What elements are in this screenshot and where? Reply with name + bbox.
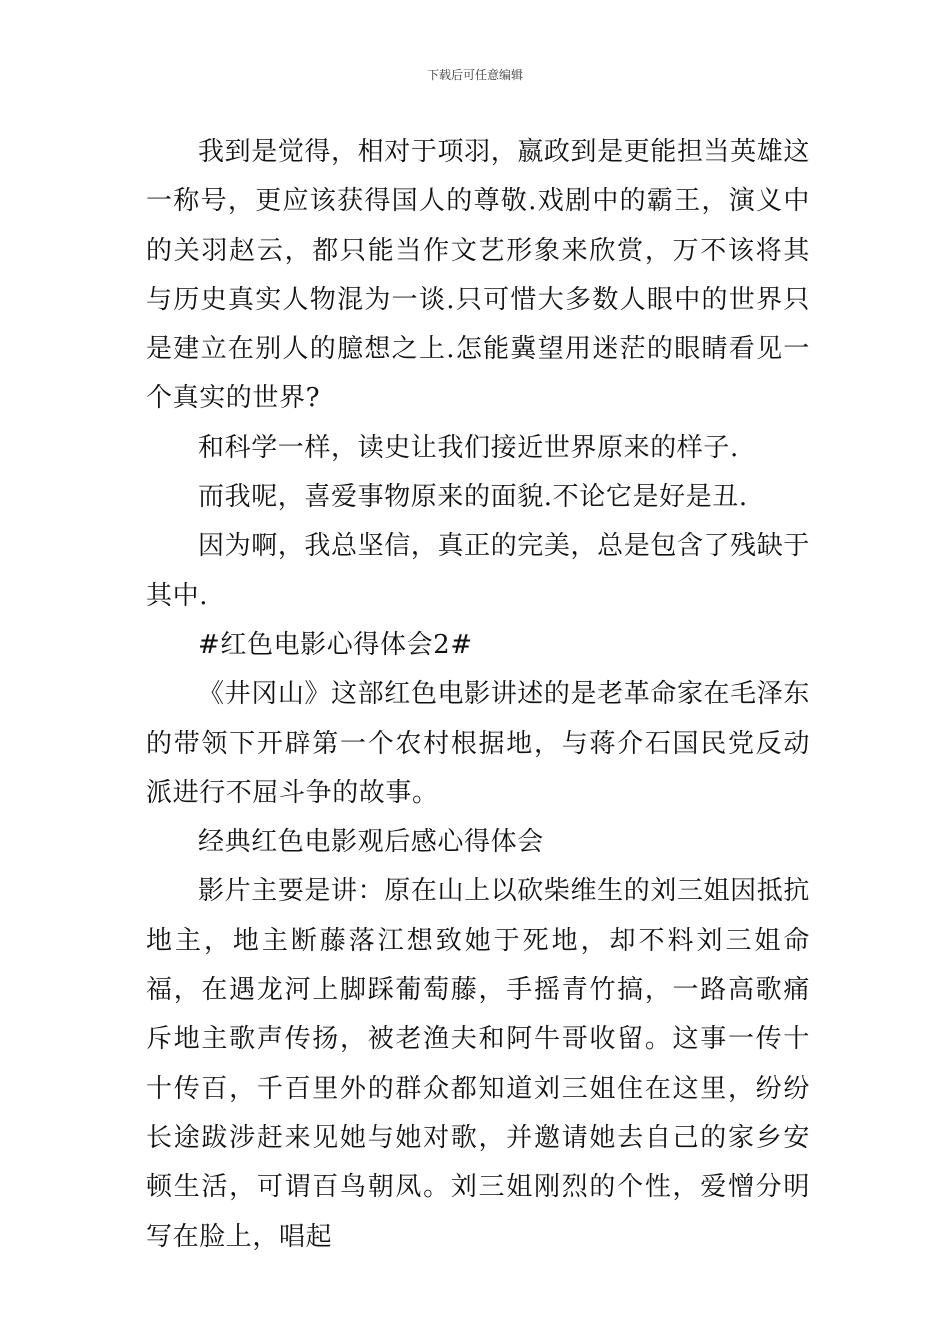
paragraph: 因为啊，我总坚信，真正的完美，总是包含了残缺于其中. [146,531,810,611]
section-heading: 经典红色电影观后感心得体会 [198,827,544,858]
page-header: 下载后可任意编辑 [426,68,523,82]
section-heading: #红色电影心得体会2# [198,629,473,660]
paragraph: 我到是觉得，相对于项羽，嬴政到是更能担当英雄这一称号，更应该获得国人的尊敬.戏剧中的霸王，演义中的关羽赵云，都只能当作文艺形象来欣赏，万不该将其与历史真实人物混为一谈.只可惜大多数人眼中的世界只是建立在别人的臆想之上.怎能冀望用迷茫的眼睛看见一个真实的世界? [146,137,810,414]
paragraph: 和科学一样，读史让我们接近世界原来的样子. [198,432,739,463]
paragraph: 《井冈山》这部红色电影讲述的是老革命家在毛泽东的带领下开辟第一个农村根据地，与蒋介石国民党反动派进行不屈斗争的故事。 [146,679,810,808]
paragraph: 而我呢，喜爱事物原来的面貌.不论它是好是丑. [198,482,748,513]
document-body [146,128,810,1262]
paragraph: 影片主要是讲：原在山上以砍柴维生的刘三姐因抵抗地主，地主断藤落江想致她于死地，却不料刘三姐命福，在遇龙河上脚踩葡萄藤，手摇青竹搞，一路高歌痛斥地主歌声传扬，被老渔夫和阿牛哥收留。这事一传十十传百，千百里外的群众都知道刘三姐住在这里，纷纷长途跋涉赶来见她与她对歌，并邀请她去自己的家乡安顿生活，可谓百鸟朝凤。刘三姐刚烈的个性，爱憎分明写在脸上，唱起 [146,876,810,1252]
